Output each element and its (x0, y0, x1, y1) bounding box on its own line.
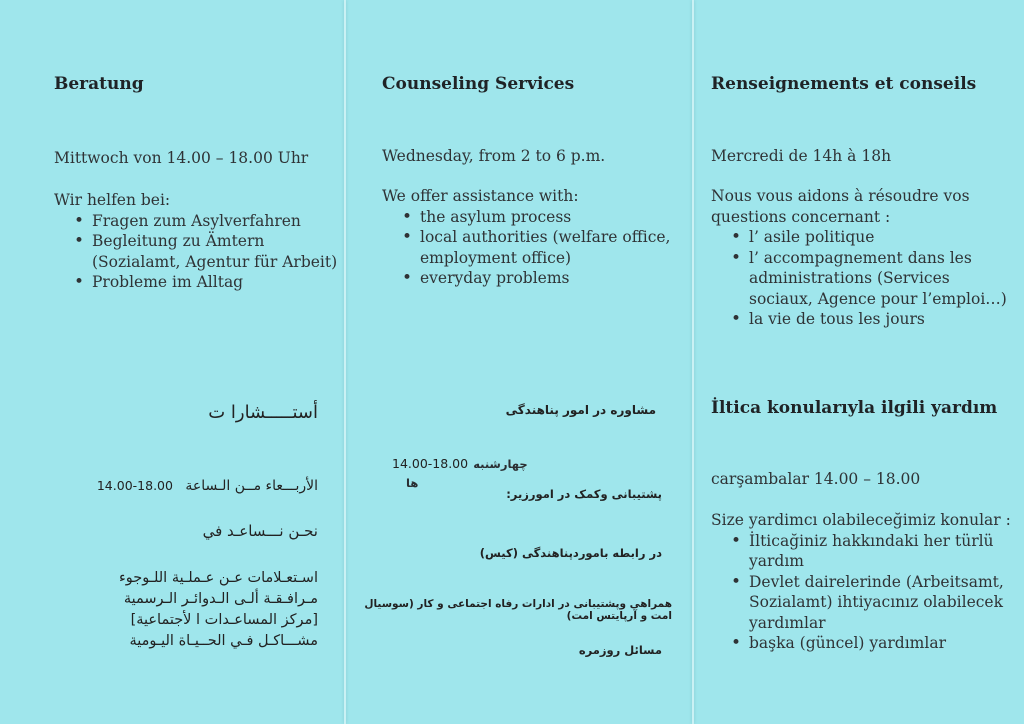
panel-right (694, 0, 1024, 724)
arabic-time-row (97, 478, 318, 494)
list-item: • l’ asile politique (727, 227, 1011, 248)
english-section (382, 186, 672, 289)
german-title: Beratung (54, 74, 144, 94)
list-item: مـرافـقـة ألـى الـدوائـر الـرسمية (123, 591, 318, 607)
turkish-title: İltica konularıyla ilgili yardım (711, 398, 998, 418)
french-section (711, 186, 1011, 330)
english-intro: We offer assistance with: (382, 187, 579, 205)
english-time: Wednesday, from 2 to 6 p.m. (382, 147, 606, 165)
list-item: اسـتعـلامات عـن عـملـية اللـوجوء (118, 570, 318, 586)
farsi-time-row (392, 453, 532, 491)
panel-left (0, 0, 344, 724)
list-item: مسائل روزمره (578, 643, 662, 657)
french-intro: Nous vous aidons à résoudre vos questions concernant : (711, 187, 970, 226)
english-title: Counseling Services (382, 74, 575, 94)
french-title: Renseignements et conseils (711, 74, 977, 94)
german-list (54, 211, 339, 293)
arabic-intro: نحـن نـــساعـد في (202, 522, 318, 540)
list-item: • Devlet dairelerinde (Arbeitsamt, Sozialamt) ihtiyacınız olabilecek yardımlar (727, 572, 1011, 634)
english-list (382, 207, 672, 289)
french-list (711, 227, 1011, 330)
list-item: • local authorities (welfare office, employment office) (398, 227, 672, 268)
arabic-title: أستـــــشارا ت (208, 402, 318, 423)
german-intro: Wir helfen bei: (54, 191, 171, 209)
turkish-section (711, 510, 1011, 654)
list-item: • İlticağiniz hakkındaki her türlü yardım (727, 531, 1011, 572)
list-item: [مركز المساعـدات ا لأجتماعية] (130, 612, 318, 628)
list-item: • everyday problems (398, 268, 672, 289)
turkish-time: carşambalar 14.00 – 18.00 (711, 470, 921, 488)
list-item: مشـــاكـل فـي الحــيـاة اليـومية (129, 633, 318, 649)
arabic-time: 18.00-14.00 (96, 478, 173, 493)
turkish-list (711, 531, 1011, 654)
list-item: • the asylum process (398, 207, 672, 228)
arabic-time-label: الأربـــعاء مــن الـساعة (185, 478, 318, 494)
list-item: پشتیبانی وکمک در امورزیر: (506, 487, 662, 501)
turkish-intro: Size yardimcı olabileceğimiz konular : (711, 511, 1011, 529)
french-time: Mercredi de 14h à 18h (711, 147, 892, 165)
list-item: همراهی وپشتیبانی در ادارات رفاه اجتماعی و کار (سوسیال امت و آرپایتس امت) (364, 598, 672, 622)
list-item: • Fragen zum Asylverfahren (70, 211, 339, 232)
list-item: • başka (güncel) yardımlar (727, 633, 1011, 654)
farsi-title: مشاوره در امور پناهندگی (505, 403, 656, 417)
panel-middle (346, 0, 692, 724)
list-item: در رابطه باموردپناهندگی (کیس) (479, 546, 662, 560)
arabic-list (28, 568, 318, 652)
list-item: • Probleme im Alltag (70, 272, 339, 293)
german-section (54, 190, 339, 293)
list-item: • la vie de tous les jours (727, 309, 1011, 330)
list-item: • Begleitung zu Ämtern (Sozialamt, Agentur für Arbeit) (70, 231, 339, 272)
farsi-time-label: چهارشنبه ها (406, 457, 528, 490)
farsi-time: 14.00-18.00 (392, 456, 469, 471)
german-time: Mittwoch von 14.00 – 18.00 Uhr (54, 149, 309, 167)
list-item: • l’ accompagnement dans les administrations (Services sociaux, Agence pour l’emploi…) (727, 248, 1011, 310)
